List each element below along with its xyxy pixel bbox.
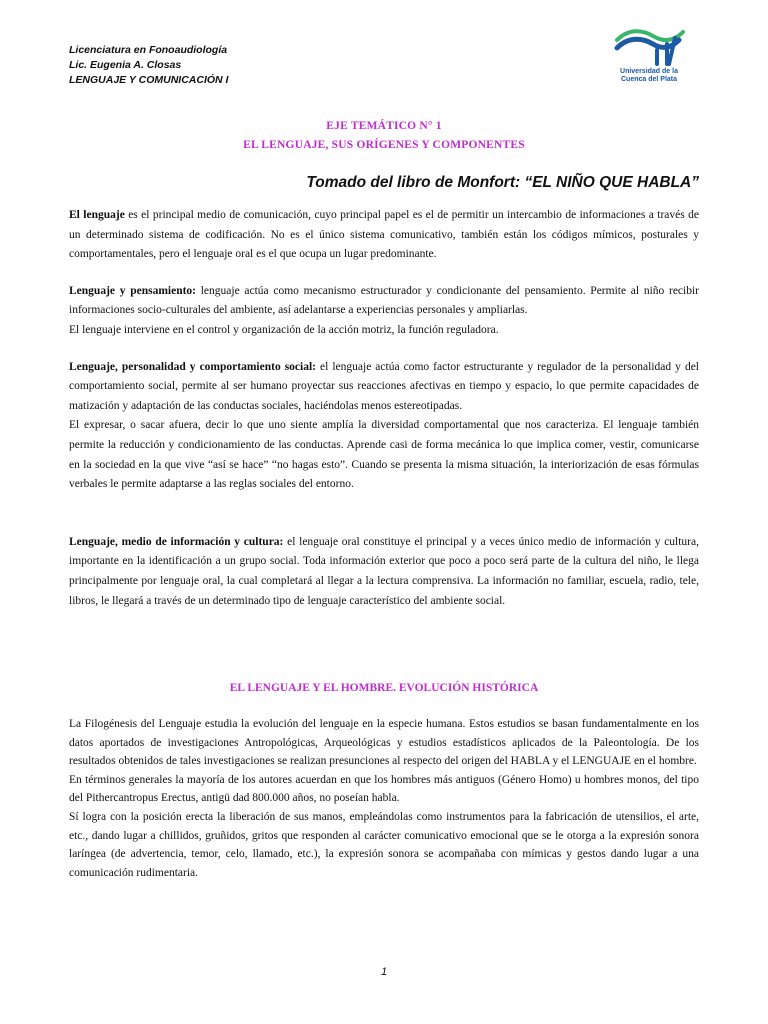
university-logo-icon <box>613 26 685 68</box>
university-logo <box>609 26 689 98</box>
document-header <box>69 43 228 88</box>
paragraph-personalidad <box>69 358 699 417</box>
paragraph-expresar: El expresar, o sacar afuera, decir lo que uno siente amplía la diversidad comportamental que nos caracteriza. El lenguaje también permite la reducción y condicionamiento de las conductas. Aprende casi de forma mecánica lo que implica comer, vestir, comunicarse en la sociedad en la que vive “así se hace” “no hagas esto”. Cuando se presenta la misma situación, la interiorización de esas fórmulas verbales le permite adaptarse a las reglas sociales del entorno. <box>69 419 699 491</box>
paragraph-terminos: En términos generales la mayoría de los autores acuerdan en que los hombres más antiguos (Género Homo) u hombres monos, del tipo del Pithercantropus Erectus, antigü dad 800.000 años, no poseían habla. <box>69 773 699 805</box>
paragraph-text: lenguaje actúa como mecanismo estructurador y condicionante del pensamiento. Permite al niño recibir informaciones socio-culturales del ambiente, así adelantarse a experiencias personales y ampliarlas. <box>69 284 699 317</box>
header-degree: Licenciatura en Fonoaudiología <box>69 44 228 56</box>
paragraph-text: es el principal medio de comunicación, cuyo principal papel es el de permitir un intercambio de informaciones a través de un determinado sistema de codificación. No es el único sistema comunicativo, también están los códigos mímicos, posturales y comportamentales, pero el lenguaje oral es el que ocupa un lugar predominante. <box>69 209 699 261</box>
paragraph-filogenesis: La Filogénesis del Lenguaje estudia la evolución del lenguaje en la especie humana. Estos estudios se basan fundamentalmente en los datos aportados de investigaciones Antropológicas, Arqueológicas y estudios estadísticos aplicados de la Paleontología. De los resultados obtenidos de tales investigaciones se realizan presunciones al respecto del origen del HABLA y el LENGUAJE en el hombre. <box>69 718 699 768</box>
paragraph-informacion <box>69 533 699 611</box>
logo-text-line1: Universidad de la <box>620 68 678 75</box>
section-evolucion-content <box>69 715 699 882</box>
paragraph-pensamiento <box>69 282 699 321</box>
paragraph-reguladora: El lenguaje interviene en el control y organización de la acción motriz, la función reguladora. <box>69 323 499 336</box>
header-course: LENGUAJE Y COMUNICACIÓN I <box>69 74 229 86</box>
paragraph-lead: El lenguaje <box>69 209 125 221</box>
eje-title: EJE TEMÁTICO N° 1 <box>326 120 442 132</box>
section-title-evolucion: EL LENGUAJE Y EL HOMBRE. EVOLUCIÓN HISTÓRICA <box>229 682 539 694</box>
page-number: 1 <box>380 966 388 978</box>
main-content <box>69 206 699 611</box>
document-titles <box>0 117 768 155</box>
logo-text-line2: Cuenca del Plata <box>620 75 678 83</box>
paragraph-text: el lenguaje oral constituye el principal y a veces único medio de información y cultura, importante en la identificación a un grupo social. Toda información exterior que poco a poco será parte de la cultura del niño, le llega principalmente por lenguaje oral, la cual completará al llegar a la lectura comprensiva. La información no familiar, escuela, radio, tele, libros, le llegará a través de un determinado tipo de lenguaje característico del ambiente social. <box>69 535 699 607</box>
paragraph-lead: Lenguaje, medio de información y cultura: <box>69 535 284 548</box>
header-professor: Lic. Eugenia A. Closas <box>69 59 182 71</box>
paragraph-lead: Lenguaje y pensamiento: <box>69 284 196 297</box>
paragraph-text: el lenguaje actúa como factor estructurante y regulador de la personalidad y del comportamiento social, permite al ser humano proyectar sus reacciones afectivas en tiempo y espacio, lo que permite capacidades de matización y adaptación de las conductas sociales, haciéndolas menos estereotipadas. <box>69 360 699 412</box>
paragraph-posicion-erecta: Sí logra con la posición erecta la liberación de sus manos, empleándolas como instrumentos para la fabricación de utensilios, el arte, etc., dando lugar a chillidos, gruñidos, gritos que responden al carácter comunicativo emocional que se le otorga a la expresión sonora laríngea (de advertencia, temor, celo, llamado, etc.), la expresión sonora se acompañaba con mímicas y gestos dando lugar a una comunicación rudimentaria. <box>69 810 699 879</box>
tema-title: EL LENGUAJE, SUS ORÍGENES Y COMPONENTES <box>243 139 525 151</box>
source-subtitle: Tomado del libro de Monfort: “EL NIÑO QUE HABLA” <box>306 174 699 191</box>
paragraph-lenguaje <box>69 206 699 265</box>
paragraph-lead: Lenguaje, personalidad y comportamiento social: <box>69 360 317 373</box>
